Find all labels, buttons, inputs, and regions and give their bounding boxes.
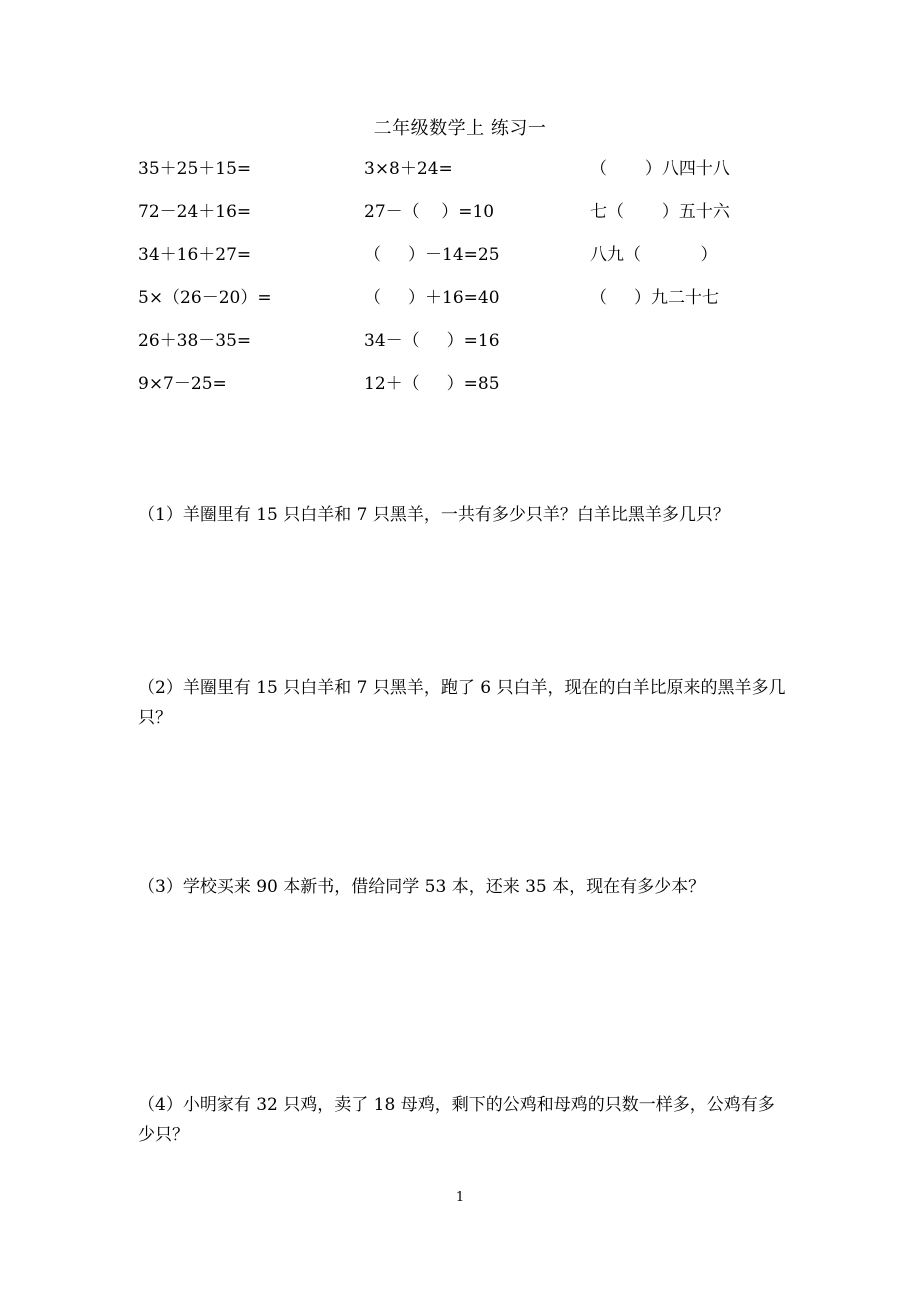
word-problem-2: （2）羊圈里有 15 只白羊和 7 只黑羊，跑了 6 只白羊，现在的白羊比原来的黑羊多几只？ xyxy=(138,678,786,728)
exercise-row xyxy=(138,242,838,285)
word-problem-3: （3）学校买来 90 本新书，借给同学 53 本，还来 35 本，现在有多少本？ xyxy=(138,877,706,897)
exercise-item: 12＋（ ）=85 xyxy=(364,374,500,394)
exercise-row xyxy=(138,285,838,328)
word-problem-1: （1）羊圈里有 15 只白羊和 7 只黑羊，一共有多少只羊？白羊比黑羊多几只？ xyxy=(138,505,730,525)
exercise-item: 5×（26－20）= xyxy=(138,288,272,308)
multiplication-rhyme-item: （ ）九二十七 xyxy=(590,288,720,308)
word-problem-4: （4）小明家有 32 只鸡，卖了 18 母鸡，剩下的公鸡和母鸡的只数一样多，公鸡有多少只？ xyxy=(138,1095,775,1145)
exercise-item: 34＋16＋27= xyxy=(138,245,252,265)
page-number: 1 xyxy=(455,1190,465,1205)
exercise-row xyxy=(138,371,838,414)
multiplication-rhyme-item: 七（ ）五十六 xyxy=(590,202,730,222)
exercise-item: （ ）＋16=40 xyxy=(364,288,500,308)
multiplication-rhyme-item: （ ）八四十八 xyxy=(590,159,730,179)
page-title: 二年级数学上 练习一 xyxy=(373,118,547,139)
exercise-row xyxy=(138,156,838,199)
exercise-item: （ ）－14=25 xyxy=(364,245,500,265)
exercise-row xyxy=(138,199,838,242)
exercise-item: 72－24＋16= xyxy=(138,202,252,222)
exercise-item: 9×7－25= xyxy=(138,374,227,394)
exercise-item: 34－（ ）=16 xyxy=(364,331,500,351)
exercise-item: 3×8＋24= xyxy=(364,159,453,179)
multiplication-rhyme-item: 八九（ ） xyxy=(590,245,718,265)
calculation-exercises xyxy=(138,156,838,414)
exercise-item: 26＋38－35= xyxy=(138,331,252,351)
exercise-item: 35＋25＋15= xyxy=(138,159,252,179)
exercise-row xyxy=(138,328,838,371)
exercise-item: 27－（ ）=10 xyxy=(364,202,495,222)
